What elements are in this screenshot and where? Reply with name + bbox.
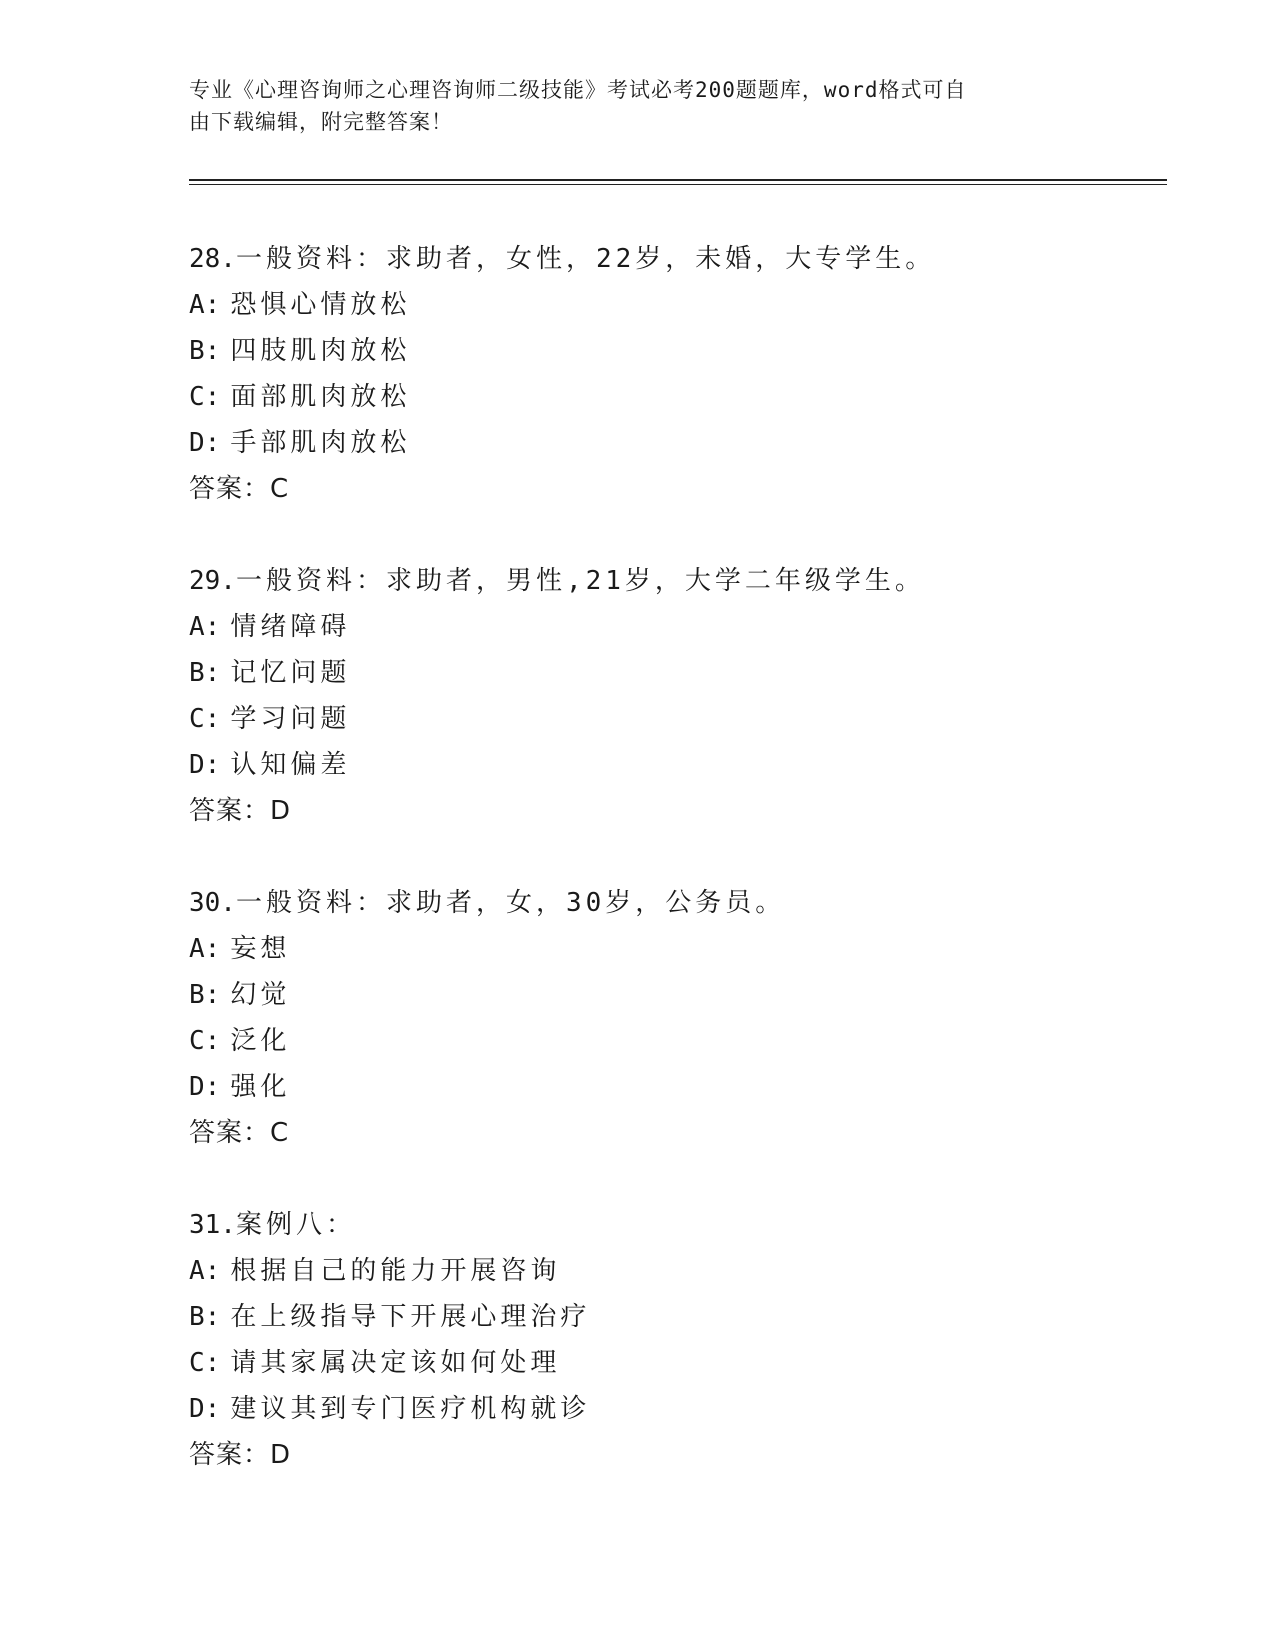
question-28 xyxy=(189,236,1169,558)
option-key: D: xyxy=(189,1394,221,1424)
option-text: 在上级指导下开展心理治疗 xyxy=(230,1302,591,1332)
option-b xyxy=(189,328,1169,374)
option-key: C: xyxy=(189,382,221,412)
document-header xyxy=(189,74,1089,138)
option-d xyxy=(189,1386,1169,1432)
header-divider-thick xyxy=(189,179,1167,181)
option-c xyxy=(189,696,1169,742)
answer-line: 答案：C xyxy=(189,1118,290,1148)
question-text: 一般资料：求助者，男性,21岁，大学二年级学生。 xyxy=(235,566,925,596)
option-key: B: xyxy=(189,980,221,1010)
question-29 xyxy=(189,558,1169,880)
header-divider-thin xyxy=(189,184,1167,185)
question-list xyxy=(189,236,1169,1524)
header-line-1: 专业《心理咨询师之心理咨询师二级技能》考试必考200题题库，word格式可自 xyxy=(189,78,967,102)
option-b xyxy=(189,972,1169,1018)
option-key: B: xyxy=(189,1302,221,1332)
question-number: 28. xyxy=(189,244,236,274)
option-key: B: xyxy=(189,336,221,366)
option-text: 学习问题 xyxy=(230,704,351,734)
question-text: 案例八： xyxy=(235,1210,356,1240)
header-line-2: 由下载编辑，附完整答案！ xyxy=(189,110,453,134)
question-stem xyxy=(189,236,1169,282)
option-key: C: xyxy=(189,704,221,734)
option-key: C: xyxy=(189,1026,221,1056)
option-a xyxy=(189,926,1169,972)
option-d xyxy=(189,420,1169,466)
option-c xyxy=(189,374,1169,420)
question-number: 31. xyxy=(189,1210,236,1240)
question-31 xyxy=(189,1202,1169,1524)
answer-line: 答案：D xyxy=(189,796,292,826)
option-key: A: xyxy=(189,290,221,320)
option-text: 认知偏差 xyxy=(230,750,351,780)
option-text: 情绪障碍 xyxy=(230,612,351,642)
option-key: A: xyxy=(189,1256,221,1286)
option-key: B: xyxy=(189,658,221,688)
option-key: C: xyxy=(189,1348,221,1378)
option-key: D: xyxy=(189,428,221,458)
question-stem xyxy=(189,880,1169,926)
question-number: 29. xyxy=(189,566,236,596)
question-stem xyxy=(189,558,1169,604)
option-d xyxy=(189,1064,1169,1110)
option-a xyxy=(189,282,1169,328)
option-text: 妄想 xyxy=(230,934,291,964)
question-text: 一般资料：求助者，女，30岁，公务员。 xyxy=(235,888,786,918)
answer-line: 答案：D xyxy=(189,1440,292,1470)
option-text: 四肢肌肉放松 xyxy=(230,336,411,366)
option-key: A: xyxy=(189,612,221,642)
option-key: D: xyxy=(189,1072,221,1102)
option-text: 请其家属决定该如何处理 xyxy=(230,1348,561,1378)
option-c xyxy=(189,1018,1169,1064)
option-text: 面部肌肉放松 xyxy=(230,382,411,412)
option-key: A: xyxy=(189,934,221,964)
option-c xyxy=(189,1340,1169,1386)
option-text: 幻觉 xyxy=(230,980,291,1010)
option-a xyxy=(189,1248,1169,1294)
option-text: 建议其到专门医疗机构就诊 xyxy=(230,1394,591,1424)
option-key: D: xyxy=(189,750,221,780)
option-text: 泛化 xyxy=(230,1026,291,1056)
option-text: 强化 xyxy=(230,1072,291,1102)
question-number: 30. xyxy=(189,888,236,918)
option-b xyxy=(189,650,1169,696)
question-text: 一般资料：求助者，女性，22岁，未婚，大专学生。 xyxy=(235,244,936,274)
option-a xyxy=(189,604,1169,650)
option-text: 手部肌肉放松 xyxy=(230,428,411,458)
option-b xyxy=(189,1294,1169,1340)
option-text: 根据自己的能力开展咨询 xyxy=(230,1256,561,1286)
option-d xyxy=(189,742,1169,788)
question-30 xyxy=(189,880,1169,1202)
option-text: 恐惧心情放松 xyxy=(230,290,411,320)
answer-line: 答案：C xyxy=(189,474,290,504)
option-text: 记忆问题 xyxy=(230,658,351,688)
question-stem xyxy=(189,1202,1169,1248)
